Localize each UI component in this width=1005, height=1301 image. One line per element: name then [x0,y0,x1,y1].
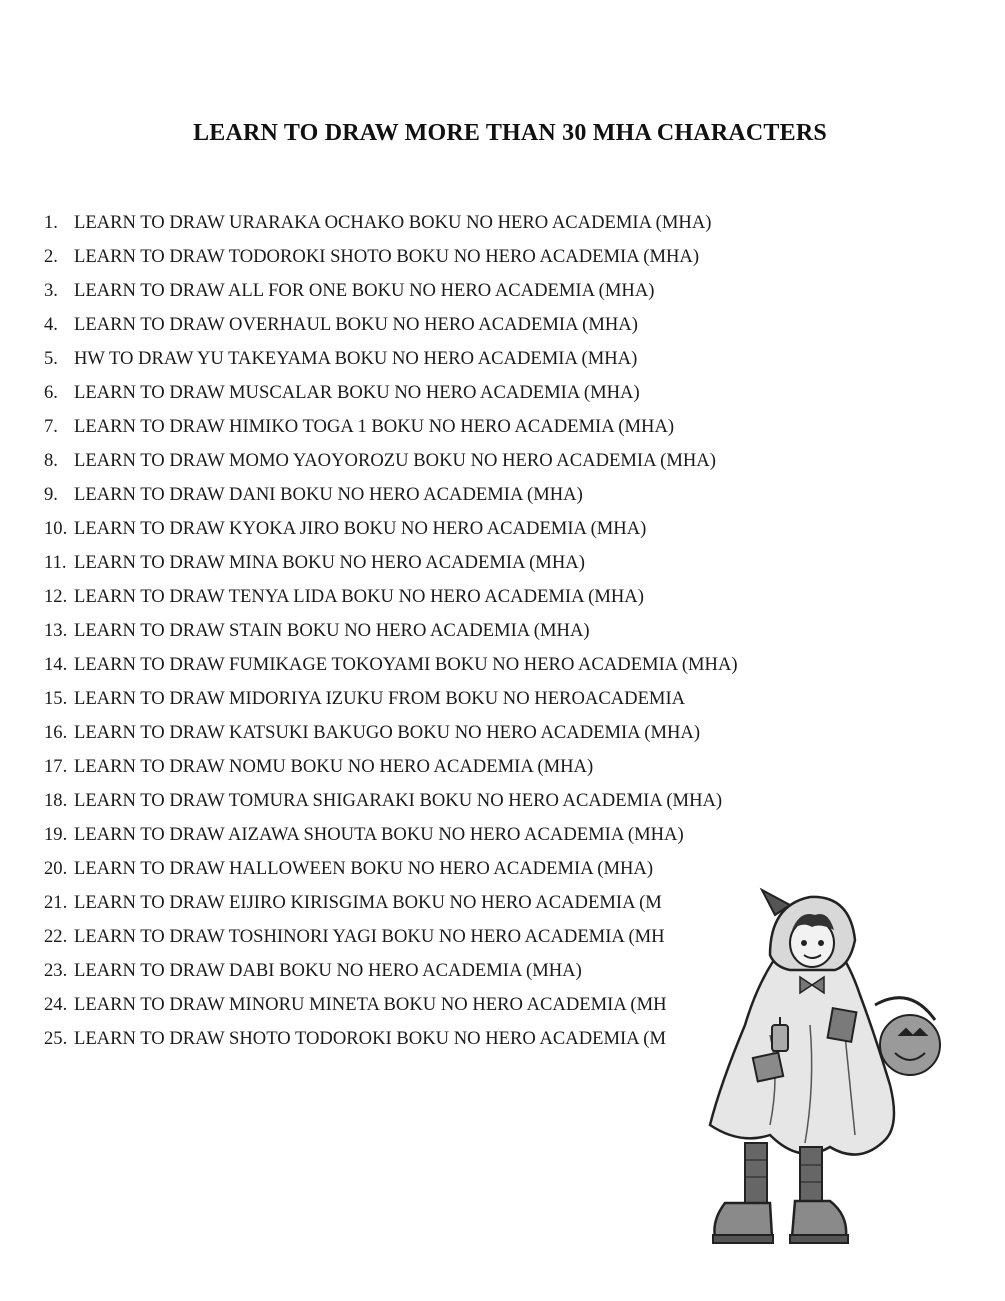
halloween-ghost-costume-character-icon [700,885,950,1255]
list-item [44,308,738,342]
list-item-text: LEARN TO DRAW FUMIKAGE TOKOYAMI BOKU NO HERO ACADEMIA (MHA) [74,654,738,675]
list-item-text: LEARN TO DRAW SHOTO TODOROKI BOKU NO HERO ACADEMIA (M [74,1028,666,1049]
list-item [44,920,738,954]
list-item-number: 20. [44,858,68,879]
list-item-text: LEARN TO DRAW MOMO YAOYOROZU BOKU NO HERO ACADEMIA (MHA) [74,450,716,471]
list-item-text: LEARN TO DRAW DABI BOKU NO HERO ACADEMIA (MHA) [74,960,582,981]
list-item-number: 24. [44,994,68,1015]
list-item [44,342,738,376]
list-item-number: 18. [44,790,68,811]
list-item [44,444,738,478]
list-item-number: 19. [44,824,68,845]
list-item-text: HW TO DRAW YU TAKEYAMA BOKU NO HERO ACADEMIA (MHA) [74,348,638,369]
list-item-text: LEARN TO DRAW EIJIRO KIRISGIMA BOKU NO HERO ACADEMIA (M [74,892,662,913]
list-item [44,580,738,614]
list-item-text: LEARN TO DRAW NOMU BOKU NO HERO ACADEMIA (MHA) [74,756,594,777]
character-list [44,206,738,1056]
list-item-number: 1. [44,212,58,233]
list-item [44,546,738,580]
list-item [44,206,738,240]
list-item [44,478,738,512]
list-item-number: 7. [44,416,58,437]
list-item-number: 15. [44,688,68,709]
list-item [44,988,738,1022]
list-item-number: 25. [44,1028,68,1049]
list-item-text: LEARN TO DRAW URARAKA OCHAKO BOKU NO HERO ACADEMIA (MHA) [74,212,712,233]
page-title: LEARN TO DRAW MORE THAN 30 MHA CHARACTERS [193,120,827,146]
list-item [44,512,738,546]
list-item-text: LEARN TO DRAW KYOKA JIRO BOKU NO HERO ACADEMIA (MHA) [74,518,647,539]
list-item [44,682,738,716]
list-item [44,716,738,750]
list-item-number: 17. [44,756,68,777]
list-item-number: 3. [44,280,58,301]
list-item-number: 6. [44,382,58,403]
list-item-text: LEARN TO DRAW OVERHAUL BOKU NO HERO ACADEMIA (MHA) [74,314,638,335]
list-item-text: LEARN TO DRAW TOSHINORI YAGI BOKU NO HERO ACADEMIA (MH [74,926,665,947]
list-item-number: 23. [44,960,68,981]
list-item-number: 10. [44,518,68,539]
list-item-number: 13. [44,620,68,641]
list-item-number: 22. [44,926,68,947]
list-item-number: 16. [44,722,68,743]
list-item-number: 8. [44,450,58,471]
list-item [44,274,738,308]
list-item-text: LEARN TO DRAW KATSUKI BAKUGO BOKU NO HERO ACADEMIA (MHA) [74,722,701,743]
list-item [44,818,738,852]
list-item-text: LEARN TO DRAW MINORU MINETA BOKU NO HERO ACADEMIA (MH [74,994,667,1015]
list-item-text: LEARN TO DRAW ALL FOR ONE BOKU NO HERO ACADEMIA (MHA) [74,280,655,301]
list-item-number: 2. [44,246,58,267]
halloween-character-illustration [700,885,950,1255]
list-item [44,240,738,274]
list-item-number: 5. [44,348,58,369]
list-item-text: LEARN TO DRAW TENYA LIDA BOKU NO HERO ACADEMIA (MHA) [74,586,644,607]
list-item [44,954,738,988]
list-item [44,750,738,784]
list-item-number: 9. [44,484,58,505]
list-item-text: LEARN TO DRAW HALLOWEEN BOKU NO HERO ACADEMIA (MHA) [74,858,654,879]
list-item [44,614,738,648]
list-item-number: 12. [44,586,68,607]
list-item-text: LEARN TO DRAW MIDORIYA IZUKU FROM BOKU NO HEROACADEMIA [74,688,686,709]
list-item [44,648,738,682]
list-item [44,1022,738,1056]
list-item-text: LEARN TO DRAW TOMURA SHIGARAKI BOKU NO HERO ACADEMIA (MHA) [74,790,723,811]
list-item [44,886,738,920]
list-item-text: LEARN TO DRAW STAIN BOKU NO HERO ACADEMIA (MHA) [74,620,590,641]
list-item-text: LEARN TO DRAW MINA BOKU NO HERO ACADEMIA (MHA) [74,552,585,573]
list-item-number: 21. [44,892,68,913]
list-item [44,410,738,444]
list-item [44,784,738,818]
list-item-number: 14. [44,654,68,675]
list-item-number: 11. [44,552,67,573]
list-item-number: 4. [44,314,58,335]
list-item-text: LEARN TO DRAW MUSCALAR BOKU NO HERO ACADEMIA (MHA) [74,382,640,403]
list-item [44,852,738,886]
list-item-text: LEARN TO DRAW AIZAWA SHOUTA BOKU NO HERO ACADEMIA (MHA) [74,824,684,845]
list-item-text: LEARN TO DRAW DANI BOKU NO HERO ACADEMIA (MHA) [74,484,583,505]
list-item-text: LEARN TO DRAW HIMIKO TOGA 1 BOKU NO HERO ACADEMIA (MHA) [74,416,675,437]
list-item [44,376,738,410]
list-item-text: LEARN TO DRAW TODOROKI SHOTO BOKU NO HERO ACADEMIA (MHA) [74,246,700,267]
